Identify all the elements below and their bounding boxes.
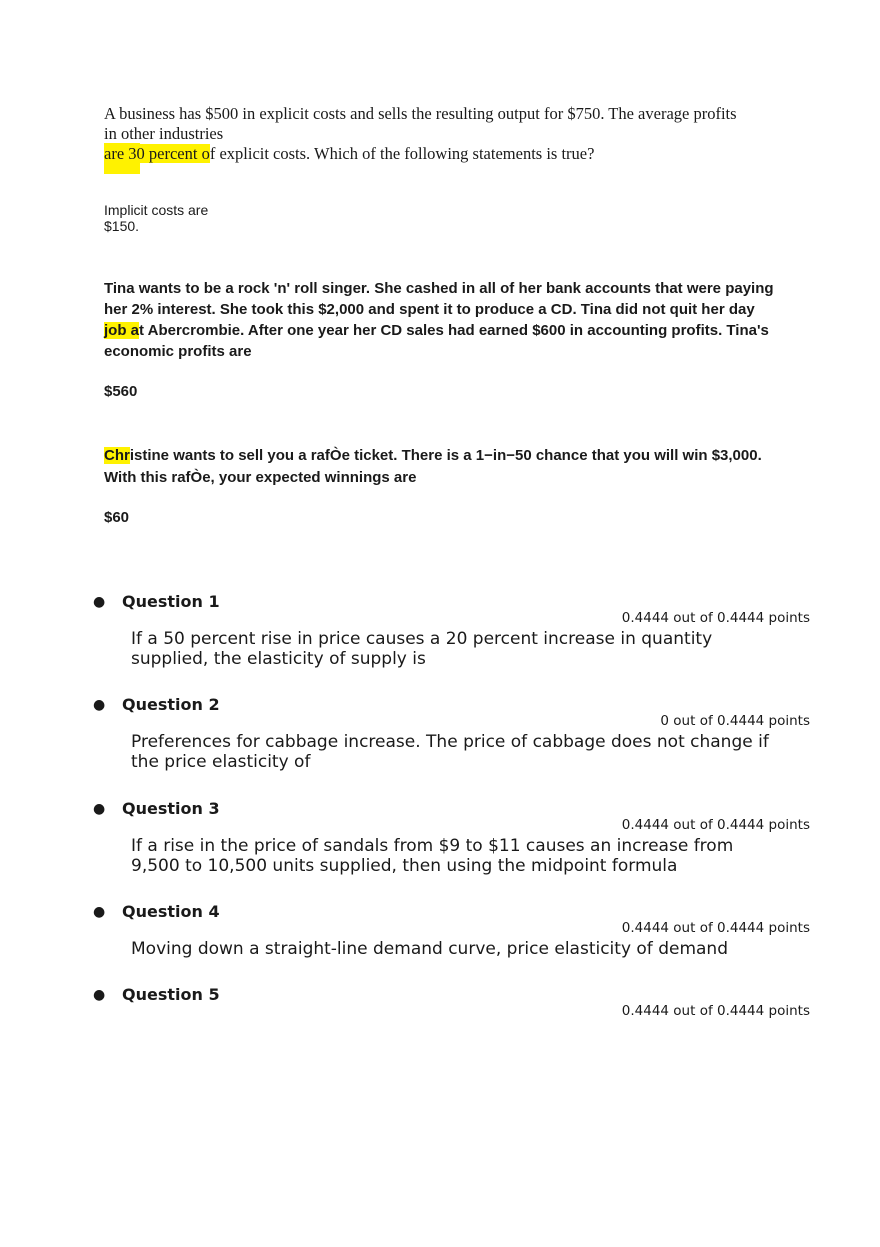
question-title: Question 1 — [122, 592, 220, 611]
passage-tina — [104, 278, 794, 362]
bullet-icon: ● — [93, 697, 106, 713]
bullet-icon: ● — [93, 594, 106, 610]
answer-line: Implicit costs are — [104, 202, 209, 218]
passage-line — [104, 445, 794, 467]
question-text: Preferences for cabbage increase. The price of cabbage does not change if the price elasticity of — [131, 732, 769, 772]
passage-business-costs — [104, 104, 784, 164]
passage-line: her 2% interest. She took this $2,000 and spent it to produce a CD. Tina did not quit her day — [104, 301, 755, 318]
question-points: 0.4444 out of 0.4444 points — [621, 920, 810, 936]
passage-text: t Abercrombie. After one year her CD sales had earned $600 in accounting profits. Tina's — [139, 322, 769, 339]
bullet-icon: ● — [93, 801, 106, 817]
question-points: 0.4444 out of 0.4444 points — [621, 610, 810, 626]
passage-text: istine wants to sell you a rafÒe ticket. There is a 1−in−50 chance that you will win $3,000. — [129, 447, 762, 464]
passage-line — [104, 144, 784, 164]
passage-line: in other industries — [104, 124, 224, 143]
passage-line — [104, 320, 794, 341]
question-points: 0.4444 out of 0.4444 points — [621, 1003, 810, 1019]
question-text: If a 50 percent rise in price causes a 20 percent increase in quantity supplied, the elasticity of supply is — [131, 629, 713, 669]
question-points: 0 out of 0.4444 points — [660, 713, 810, 729]
bullet-icon: ● — [93, 904, 106, 920]
passage-line: With this rafÒe, your expected winnings are — [104, 469, 417, 486]
question-title: Question 3 — [122, 799, 220, 818]
question-text: If a rise in the price of sandals from $9 to $11 causes an increase from 9,500 to 10,500 units supplied, then using the midpoint formula — [131, 836, 734, 876]
highlighted-text: job a — [104, 322, 140, 339]
answer-line: $150. — [104, 218, 140, 234]
question-title: Question 2 — [122, 695, 220, 714]
passage-christine — [104, 445, 794, 489]
highlighted-text: Chr — [104, 447, 130, 464]
answer-tina: $560 — [104, 383, 138, 400]
answer-implicit-costs — [104, 202, 208, 234]
passage-text: f explicit costs. Which of the following statements is true? — [209, 144, 595, 163]
bullet-icon: ● — [93, 987, 106, 1003]
question-title: Question 5 — [122, 985, 220, 1004]
passage-line: economic profits are — [104, 343, 252, 360]
passage-line: Tina wants to be a rock 'n' roll singer. She cashed in all of her bank accounts that were paying — [104, 280, 774, 297]
passage-line: A business has $500 in explicit costs and sells the resulting output for $750. The average profits — [104, 104, 737, 123]
question-text: Moving down a straight-line demand curve, price elasticity of demand — [131, 939, 728, 959]
highlighted-text: are 30 percent o — [104, 144, 210, 163]
question-title: Question 4 — [122, 902, 220, 921]
question-points: 0.4444 out of 0.4444 points — [621, 817, 810, 833]
answer-christine: $60 — [104, 509, 130, 526]
